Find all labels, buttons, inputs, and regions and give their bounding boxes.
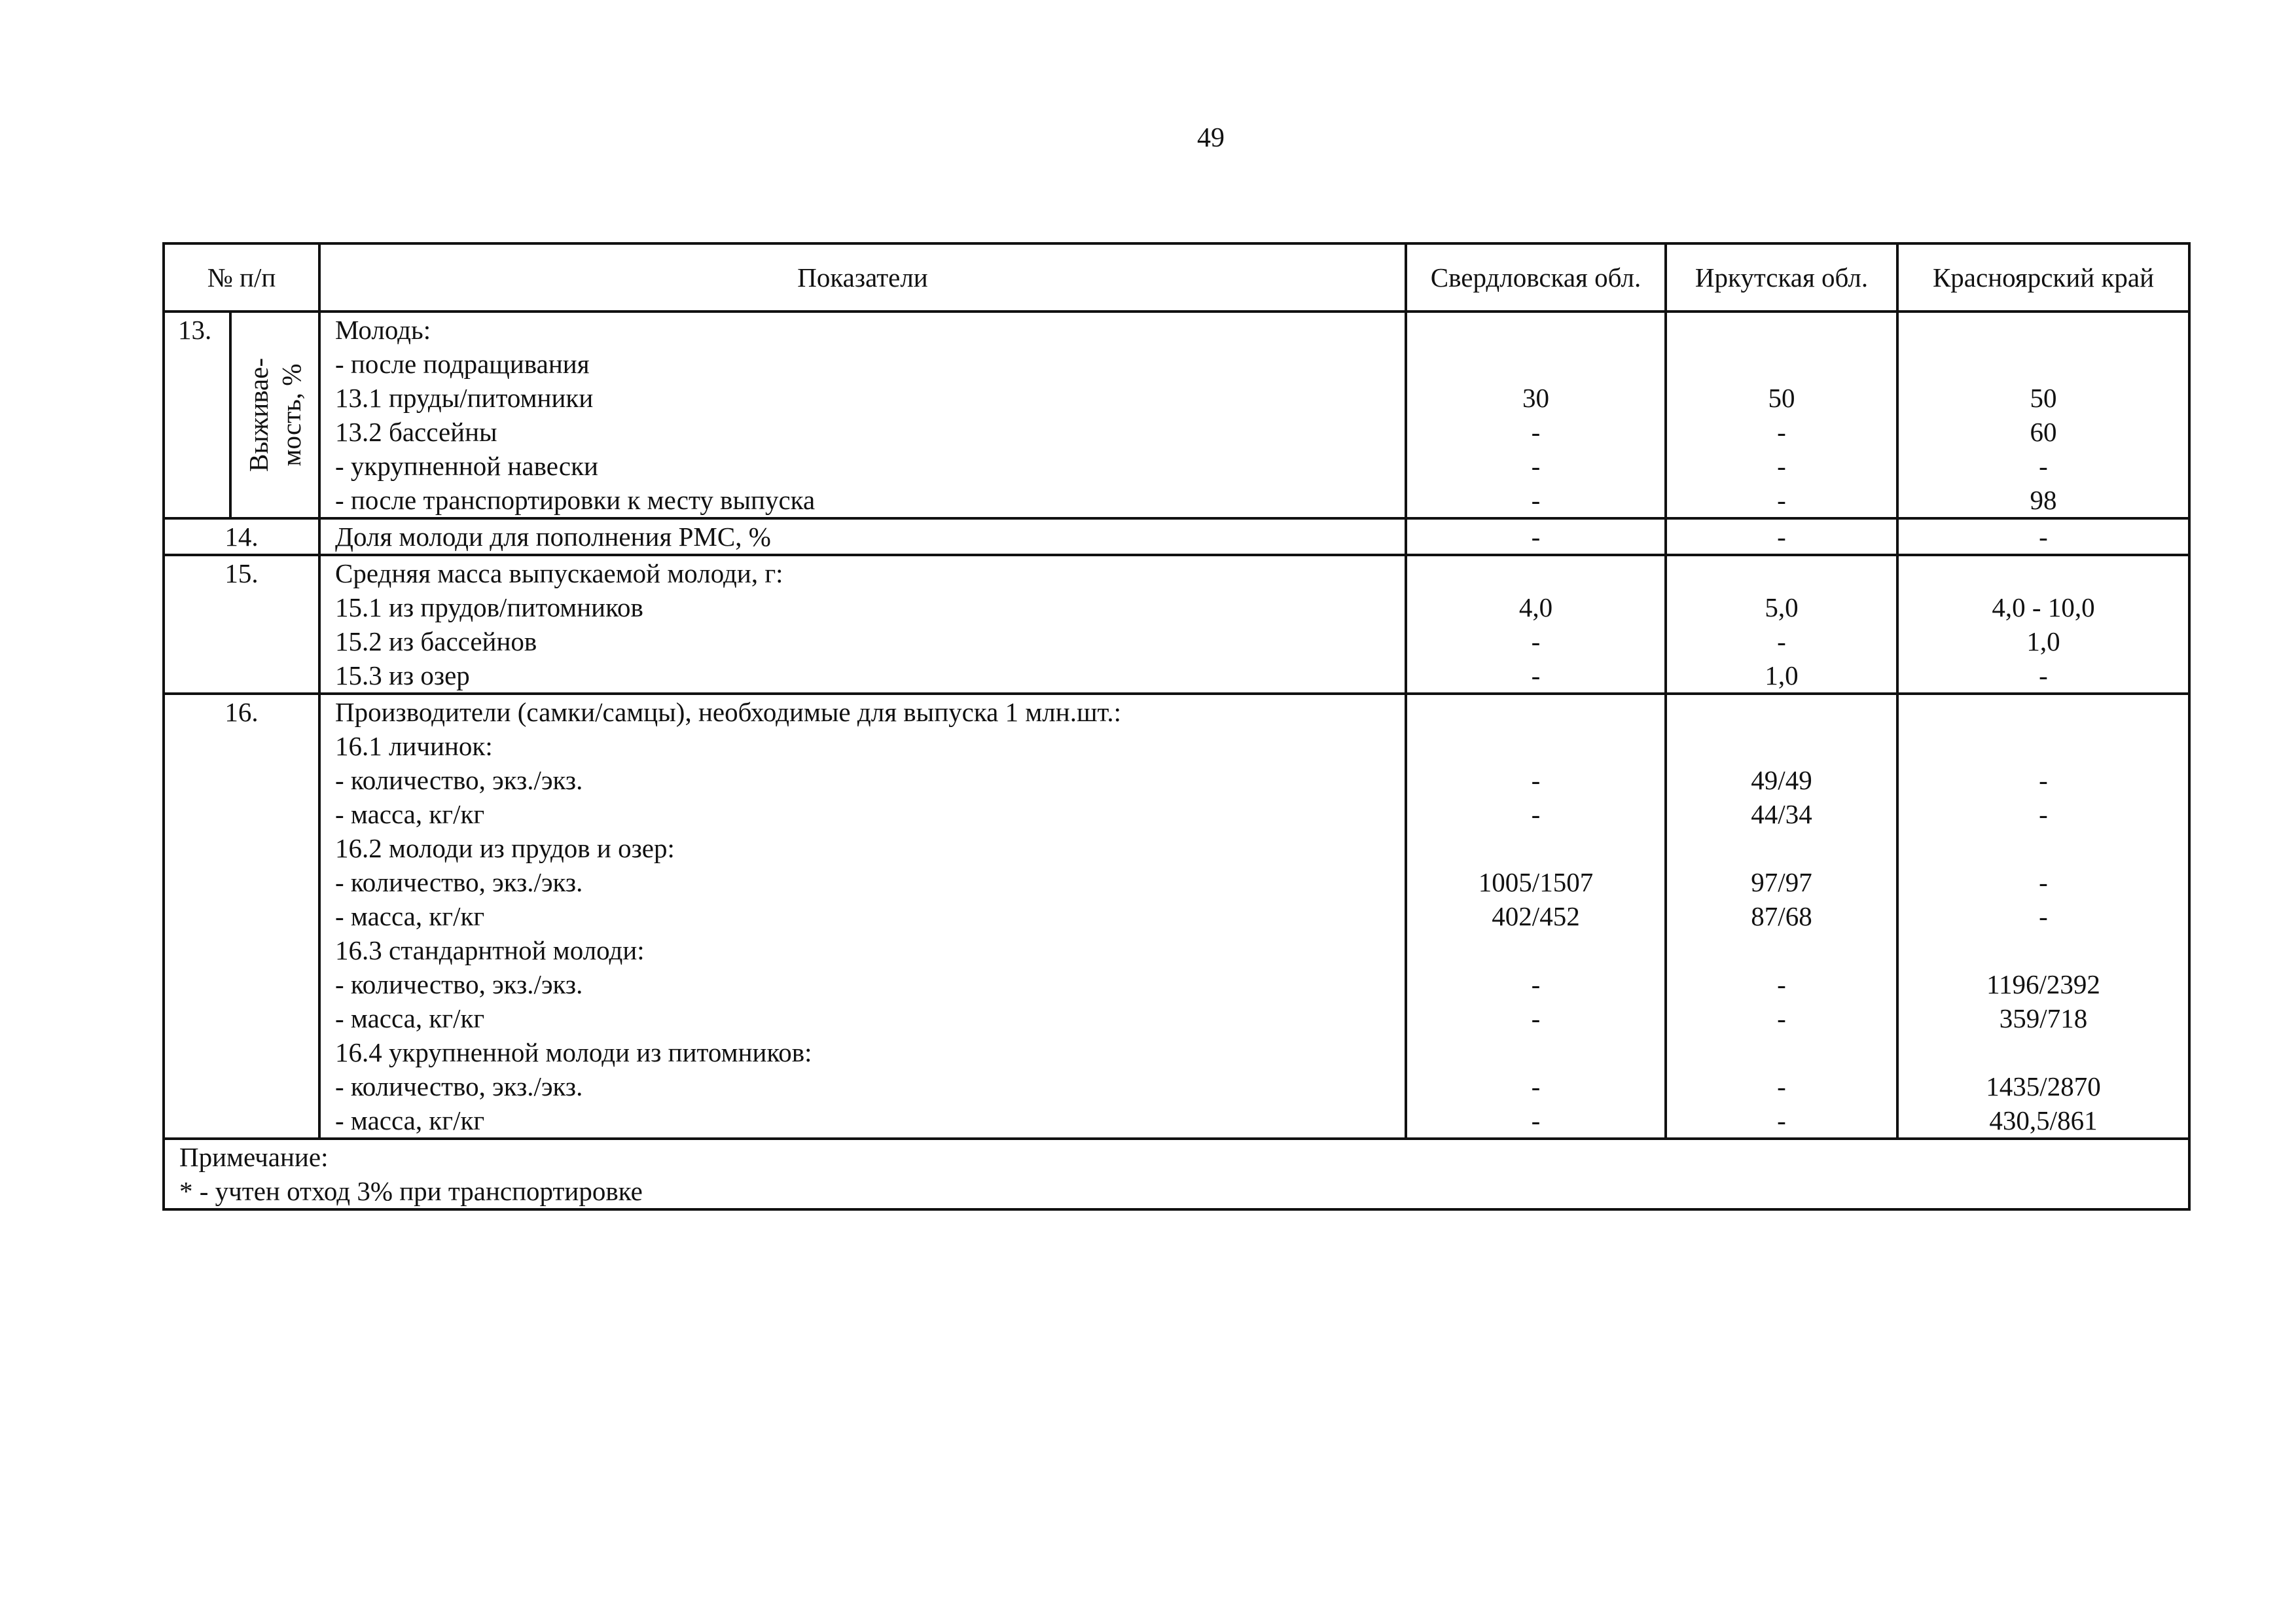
indicator-line: - количество, экз./экз. — [335, 765, 583, 795]
indicator-line: Средняя масса выпускаемой молоди, г: — [335, 558, 783, 588]
value: - — [2039, 901, 2048, 931]
indicator-line: Производители (самки/самцы), необходимые для выпуска 1 млн.шт.: — [335, 697, 1121, 727]
value — [1899, 831, 2188, 865]
value: 1435/2870 — [1986, 1071, 2101, 1101]
indicator-line: 16.4 укрупненной молоди из питомников: — [335, 1037, 812, 1067]
value: - — [1531, 799, 1541, 829]
value — [1899, 695, 2188, 729]
indicator-line: - масса, кг/кг — [335, 1003, 485, 1033]
krasnoyarsk-cell — [1897, 555, 2189, 694]
value: - — [2039, 765, 2048, 795]
value: - — [1777, 417, 1786, 447]
indicator-cell — [319, 555, 1406, 694]
row-number-cell: 16. — [164, 694, 319, 1139]
value — [1407, 729, 1664, 763]
irkutsk-cell — [1666, 555, 1897, 694]
indicator-line: 13.1 пруды/питомники — [335, 383, 594, 413]
value: - — [1777, 522, 1786, 552]
value: 1005/1507 — [1478, 867, 1594, 897]
indicator-line: - масса, кг/кг — [335, 799, 485, 829]
value: 50 — [1768, 383, 1795, 413]
value: - — [1531, 522, 1541, 552]
value: - — [2039, 867, 2048, 897]
value: 30 — [1522, 383, 1549, 413]
value: 1,0 — [2026, 626, 2060, 656]
value — [1899, 933, 2188, 967]
indicator-cell — [319, 518, 1406, 555]
header-irkutsk: Иркутская обл. — [1666, 243, 1897, 312]
irkutsk-cell — [1666, 518, 1897, 555]
header-indicator: Показатели — [319, 243, 1406, 312]
value — [1667, 313, 1896, 347]
value — [1407, 313, 1664, 347]
value — [1899, 313, 2188, 347]
value — [1667, 933, 1896, 967]
irkutsk-cell — [1666, 694, 1897, 1139]
value: 4,0 — [1518, 592, 1553, 622]
indicator-line: - масса, кг/кг — [335, 1105, 485, 1135]
indicator-line: Молодь: — [335, 315, 431, 345]
krasnoyarsk-cell — [1897, 312, 2189, 518]
value — [1667, 729, 1896, 763]
row-number-cell: 14. — [164, 518, 319, 555]
note-cell — [164, 1139, 2189, 1209]
indicator-cell — [319, 694, 1406, 1139]
sverdlovsk-cell — [1406, 312, 1666, 518]
value — [1407, 933, 1664, 967]
indicator-line: - после подращивания — [335, 349, 590, 379]
indicator-cell — [319, 312, 1406, 518]
indicator-line: 13.2 бассейны — [335, 417, 497, 447]
value — [1407, 1035, 1664, 1069]
value: - — [1531, 485, 1541, 515]
value: - — [2039, 451, 2048, 481]
value: 430,5/861 — [1989, 1105, 2098, 1135]
value: 5,0 — [1765, 592, 1799, 622]
value: 402/452 — [1492, 901, 1580, 931]
header-sverdlovsk: Свердловская обл. — [1406, 243, 1666, 312]
value: - — [1531, 1105, 1541, 1135]
value — [1407, 556, 1664, 590]
survival-label-line: Выживае- — [243, 357, 274, 473]
value — [1667, 556, 1896, 590]
value — [1899, 556, 2188, 590]
survival-label-line: мость, % — [276, 363, 306, 467]
value: 87/68 — [1751, 901, 1812, 931]
value — [1667, 695, 1896, 729]
value — [1899, 729, 2188, 763]
value: - — [1777, 969, 1786, 999]
value — [1407, 347, 1664, 381]
value: 359/718 — [1999, 1003, 2088, 1033]
indicator-line: 15.2 из бассейнов — [335, 626, 537, 656]
value: - — [2039, 522, 2048, 552]
value: - — [2039, 660, 2048, 690]
value: 97/97 — [1751, 867, 1812, 897]
row-number: 13. — [178, 315, 212, 345]
indicator-line: - укрупненной навески — [335, 451, 598, 481]
value — [1667, 347, 1896, 381]
value: 1,0 — [1765, 660, 1799, 690]
value: - — [1777, 1003, 1786, 1033]
value — [1407, 695, 1664, 729]
row-number-cell: 15. — [164, 555, 319, 694]
value: 1196/2392 — [1986, 969, 2100, 999]
value: - — [1777, 451, 1786, 481]
header-num: № п/п — [164, 243, 319, 312]
value: 49/49 — [1751, 765, 1812, 795]
indicator-line: 16.3 стандарнтной молоди: — [335, 935, 645, 965]
value: 60 — [2030, 417, 2057, 447]
value — [1667, 1035, 1896, 1069]
value: - — [1777, 1071, 1786, 1101]
krasnoyarsk-cell — [1897, 518, 2189, 555]
value — [1407, 831, 1664, 865]
note-text: * - учтен отход 3% при транспортировке — [179, 1176, 643, 1206]
indicator-line: 16.1 личинок: — [335, 731, 493, 761]
indicators-table — [162, 242, 2191, 1211]
value: - — [1531, 451, 1541, 481]
value — [1899, 347, 2188, 381]
value: - — [1531, 1003, 1541, 1033]
value — [1667, 831, 1896, 865]
indicator-line: 16.2 молоди из прудов и озер: — [335, 833, 675, 863]
indicator-line: - количество, экз./экз. — [335, 867, 583, 897]
table-row — [164, 312, 2189, 518]
indicator-line: - количество, экз./экз. — [335, 969, 583, 999]
value — [1899, 1035, 2188, 1069]
sverdlovsk-cell — [1406, 694, 1666, 1139]
row-number-cell — [164, 312, 319, 518]
value: - — [1531, 417, 1541, 447]
value: - — [1531, 1071, 1541, 1101]
value: - — [1777, 626, 1786, 656]
indicator-line: 15.3 из озер — [335, 660, 470, 690]
value: - — [1531, 765, 1541, 795]
page-number: 49 — [1197, 123, 1225, 153]
note-title: Примечание: — [179, 1142, 329, 1172]
note-row — [164, 1139, 2189, 1209]
sverdlovsk-cell — [1406, 518, 1666, 555]
indicator-line: - количество, экз./экз. — [335, 1071, 583, 1101]
indicator-line: Доля молоди для пополнения РМС, % — [335, 522, 771, 552]
indicator-line: - масса, кг/кг — [335, 901, 485, 931]
indicator-line: - после транспортировки к месту выпуска — [335, 485, 816, 515]
value: - — [1531, 626, 1541, 656]
table-row — [164, 518, 2189, 555]
header-krasnoyarsk: Красноярский край — [1897, 243, 2189, 312]
table-row — [164, 555, 2189, 694]
table-row — [164, 694, 2189, 1139]
table-header-row — [164, 243, 2189, 312]
value: 50 — [2030, 383, 2057, 413]
value: 4,0 - 10,0 — [1992, 592, 2095, 622]
value: 98 — [2030, 485, 2057, 515]
value: 44/34 — [1751, 799, 1812, 829]
value: - — [1777, 485, 1786, 515]
value: - — [1531, 660, 1541, 690]
krasnoyarsk-cell — [1897, 694, 2189, 1139]
sverdlovsk-cell — [1406, 555, 1666, 694]
value: - — [1531, 969, 1541, 999]
survival-label — [229, 313, 318, 517]
irkutsk-cell — [1666, 312, 1897, 518]
indicator-line: 15.1 из прудов/питомников — [335, 592, 643, 622]
value: - — [1777, 1105, 1786, 1135]
value: - — [2039, 799, 2048, 829]
